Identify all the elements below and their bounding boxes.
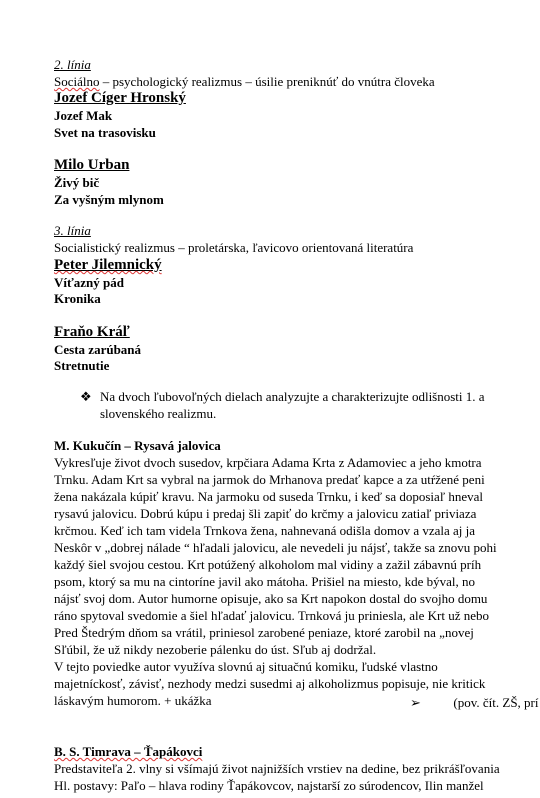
author-hronsky: Jozef Cíger Hronský (54, 90, 186, 106)
author-kral: Fraňo Kráľ (54, 324, 130, 340)
kukucin-line: V tejto poviedke autor využíva slovnú aj situačnú komiku, ľudské vlastno (54, 659, 438, 674)
timrava-line: Predstaviteľa 2. vlny si všímajú život najnižších vrstiev na dedine, bez prikrášľovania (54, 761, 500, 776)
kukucin-line: láskavým humorom. + ukážka (54, 693, 212, 708)
work-za-vysnym-mlynom: Za vyšným mlynom (54, 192, 164, 207)
kukucin-line: majetníckosť, závisť, nezhody medzi susedmi aj alkoholizmus popisuje, nie kritick (54, 676, 486, 691)
work-stretnutie: Stretnutie (54, 358, 110, 373)
timrava-title: B. S. Timrava – Ťapákovci (54, 744, 203, 759)
kukucin-line: Pred Štedrým dňom sa vrátil, priniesol zarobené peniaze, ktoré zarobil na „novej (54, 625, 474, 640)
line3-description: Socialistický realizmus – proletárska, ľavicovo orientovaná literatúra (54, 240, 414, 255)
task-line-2: slovenského realizmu. (100, 406, 217, 421)
kukucin-line: rysavú jalovicu. Dobrú kúpu i predaj šli zapiť do krčmy a jalovicu zatiaľ priviaza (54, 506, 477, 521)
line2-label: 2. línia (54, 57, 91, 72)
task-item (80, 388, 485, 421)
work-jozef-mak: Jozef Mak (54, 108, 113, 123)
timrava-line: Hl. postavy: Paľo – hlava rodiny Ťapákovcov, najstarší zo súrodencov, Ilin manžel (54, 778, 484, 793)
line2-description: Sociálno – psychologický realizmus – úsilie preniknúť do vnútra človeka (54, 74, 435, 89)
work-kronika: Kronika (54, 291, 101, 306)
kukucin-line: Trnku. Adam Krt sa vybral na jarmok do Mrhanova predať kapce a za utŕžené peni (54, 472, 485, 487)
kukucin-line: ráno spytoval svedomie a šiel hľadať jalovicu. Trnková ju priniesla, ale Krt už nebo (54, 608, 490, 623)
line3-label: 3. línia (54, 223, 91, 238)
kukucin-line: krčmou. Keď ich tam videla Trnkova žena, nahnevaná odišla domov a vzala aj ja (54, 523, 476, 538)
task-line-1: Na dvoch ľubovoľných dielach analyzujte a charakterizujte odlišnosti 1. a (100, 389, 485, 404)
work-cesta-zarubana: Cesta zarúbaná (54, 342, 142, 357)
kukucin-line: Sľúbil, že už nikdy nezoberie pálenku do úst. Sľub aj dodržal. (54, 642, 377, 657)
kukucin-line: Vykresľuje život dvoch susedov, krpčiara Adama Krta z Adamoviec a jeho kmotra (54, 455, 482, 470)
author-jilemnicky: Peter Jilemnický (54, 257, 162, 273)
work-vitazny-pad: Víťazný pád (54, 275, 124, 290)
kukucin-line: Neskôr v „dobrej nálade “ hľadali jalovicu, ale nevedeli ju nájsť, takže sa znovu pohi (54, 540, 497, 555)
diamond-bullet-icon: ❖ (80, 389, 92, 404)
kukucin-title: M. Kukučín – Rysavá jalovica (54, 438, 221, 453)
kukucin-line: každý šiel svojou cestou. Krt potúžený alkoholom mal vidiny a zažil zábavnú príh (54, 557, 482, 572)
timrava-body (54, 760, 540, 794)
kukucin-line: žena nakázala kúpiť kravu. Na jarmoku od suseda Trnku, i keď sa doposiaľ hneval (54, 489, 483, 504)
kukucin-line: nájsť svoj dom. Autor humorne opisuje, ako sa Krt napokon dostal do svojho domu (54, 591, 488, 606)
arrow-bullet-icon: ➢ (410, 695, 421, 710)
work-svet-na-trasovisku: Svet na trasovisku (54, 125, 156, 140)
reading-reference-text: (pov. čít. ZŠ, prí (453, 695, 539, 710)
kukucin-body (54, 454, 540, 709)
work-zivy-bic: Živý bič (54, 175, 100, 190)
author-urban: Milo Urban (54, 157, 130, 173)
reading-reference (410, 694, 539, 711)
kukucin-line: psom, ktorý sa mu na cintoríne javil ako mátoha. Prišiel na miesto, kde býval, no (54, 574, 475, 589)
